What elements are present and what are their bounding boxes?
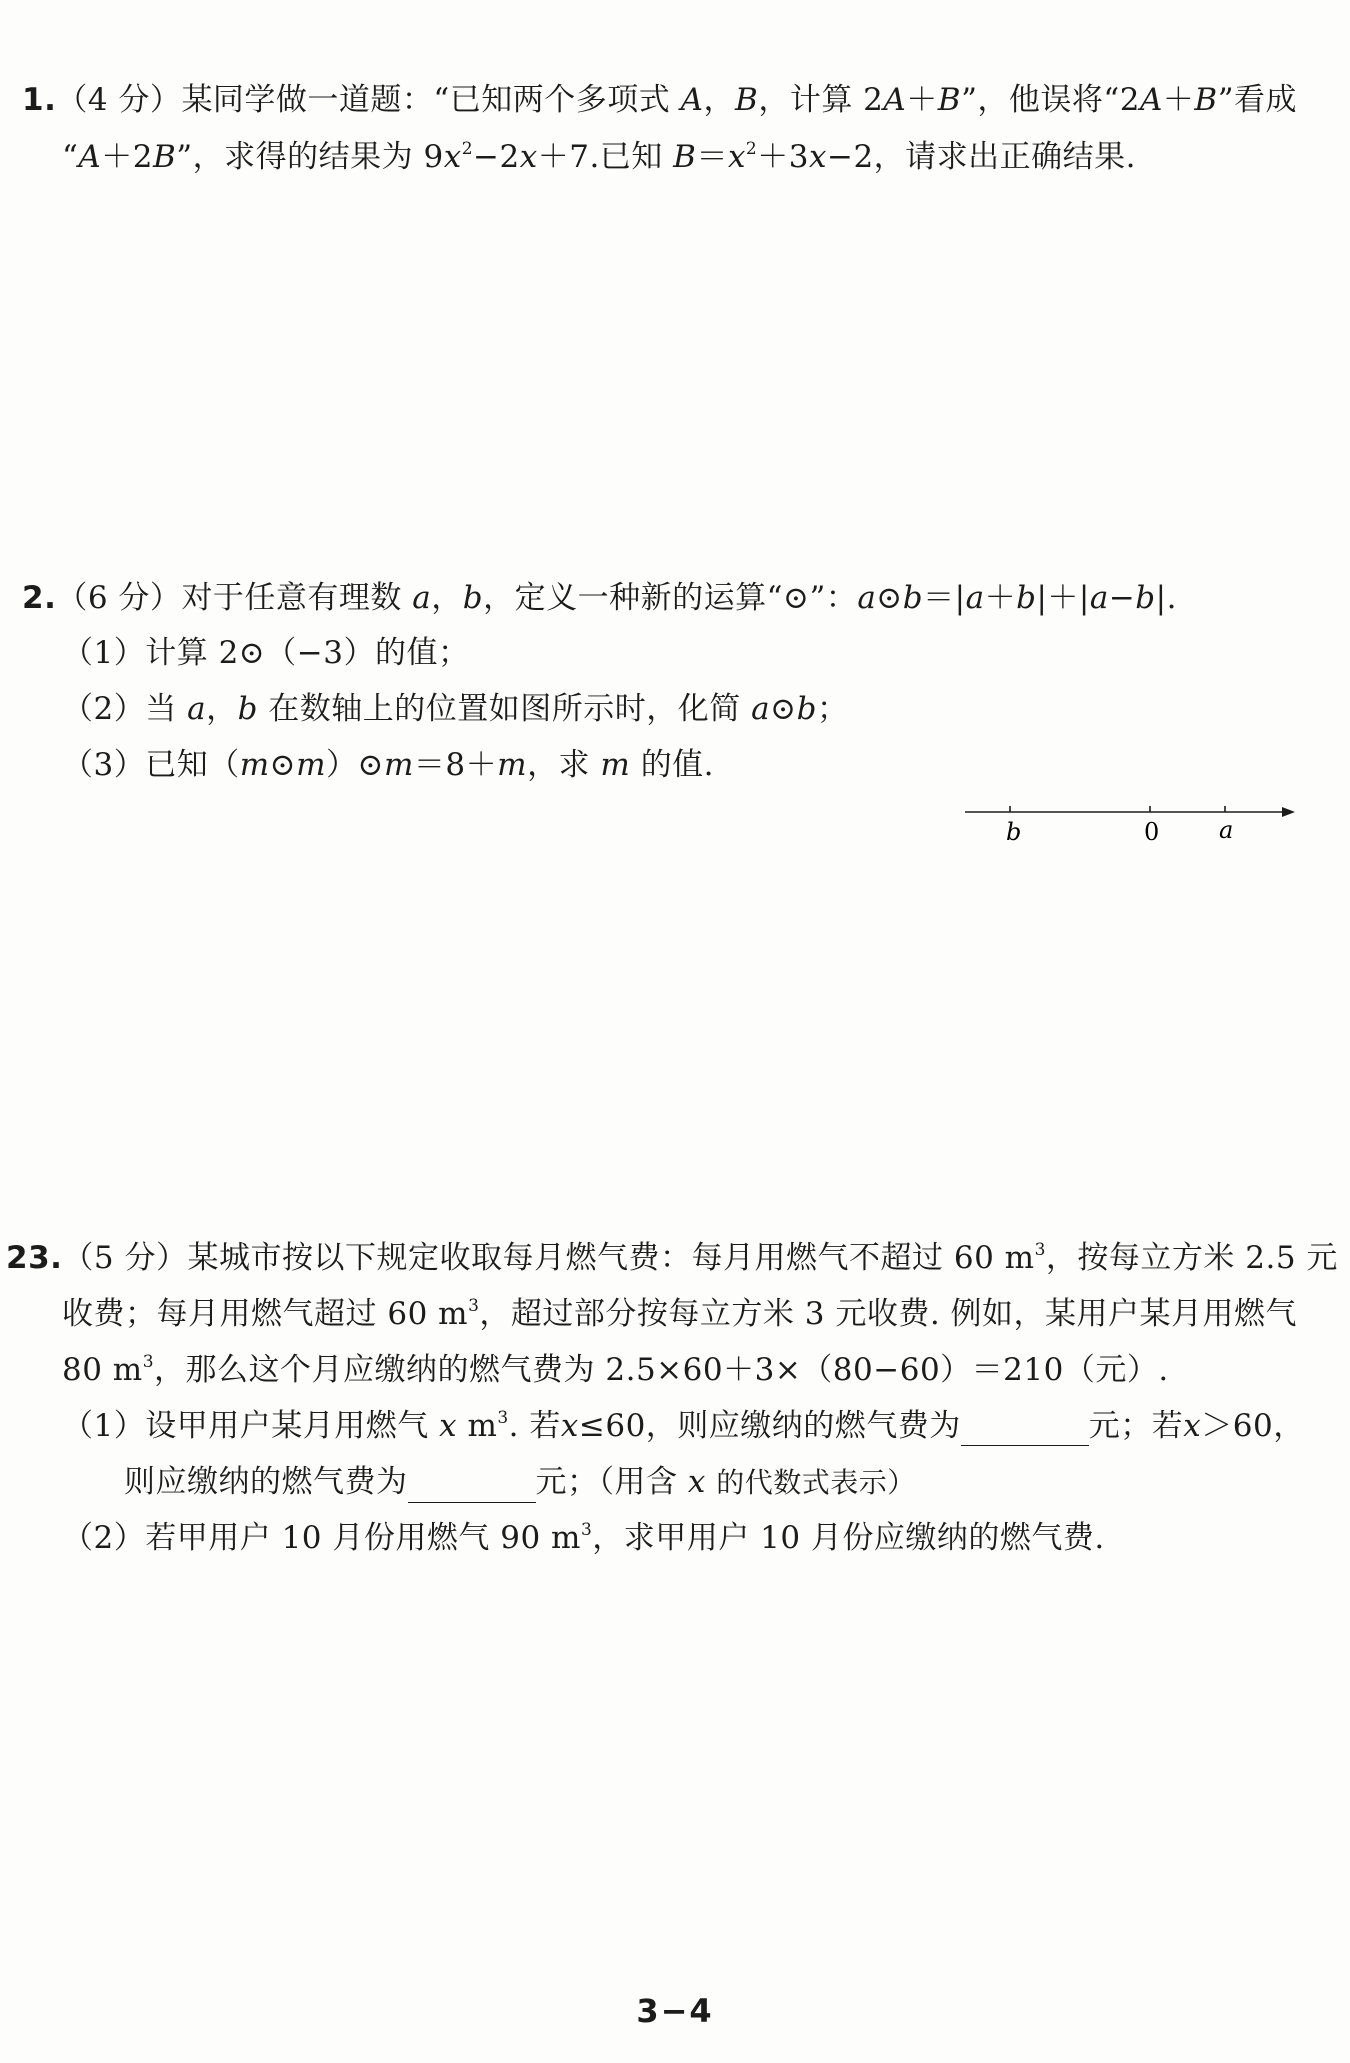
q3-text-6: ，那么这个月应缴纳的燃气费为 2.5×60＋3×（80−60）＝210（元）.: [154, 1352, 1169, 1388]
q1-text-5: “: [62, 139, 79, 175]
q1-line-1: 1.（4 分）某同学做一道题：“已知两个多项式 A，B，计算 2A＋B”，他误将“2A＋B”看成: [22, 82, 1298, 118]
q1-number: 1.: [22, 82, 57, 118]
q3-sub2-text-2: ，求甲用户 10 月份应缴纳的燃气费.: [592, 1520, 1105, 1556]
q1-score: （4 分）: [56, 82, 182, 118]
q3-sub1-text-4: ≤60，则应缴纳的燃气费为: [578, 1408, 961, 1444]
q3-text-3: 收费；每月用燃气超过 60 m: [62, 1296, 469, 1332]
number-line: [960, 790, 1300, 850]
q3-line-2: 收费；每月用燃气超过 60 $m^3$，超过部分按每立方米 3 元收费. 例如，某用户某月用燃气: [62, 1295, 1298, 1332]
q2-sub3-text-3: 的值.: [640, 747, 715, 783]
q3-sub-2: （2）若甲用户 10 月份用燃气 90 $m^3$，求甲用户 10 月份应缴纳的燃气费.: [62, 1519, 1105, 1556]
q3-sub1-text-1: （1）设甲用户某月用燃气: [62, 1408, 429, 1444]
q2-text-2: ，定义一种新的运算“⊙”：: [483, 580, 858, 616]
q2-sub2-text-1: （2）当: [62, 691, 177, 727]
q2-score: （6 分）: [56, 580, 182, 616]
q1-text-8: ，请求出正确结果.: [873, 139, 1137, 175]
q1-text-7: .已知: [589, 139, 663, 175]
q3-sub1-text-3: . 若: [508, 1408, 561, 1444]
number-line-arrow: [1282, 807, 1295, 817]
q2-sub-2: （2）当 a，b 在数轴上的位置如图所示时，化简 a⊙b；: [62, 691, 849, 727]
q3-line-1: 23.（5 分）某城市按以下规定收取每月燃气费：每月用燃气不超过 60 $m^3$，按每立方米 2.5 元: [6, 1239, 1338, 1276]
answer-blank-1[interactable]: [961, 1415, 1089, 1446]
q3-sub-1: （1）设甲用户某月用燃气 x $m^3$. 若x≤60，则应缴纳的燃气费为 元；若x＞60，: [62, 1407, 1305, 1444]
q2-sub3-text-2: ，求: [527, 747, 591, 783]
q3-sub1-text-8: 元；（用含: [535, 1464, 678, 1500]
q3-text-1: 某城市按以下规定收取每月燃气费：每月用燃气不超过 60 m: [187, 1240, 1035, 1276]
page-number: 3−4: [636, 1992, 714, 2030]
q3-text-2: ，按每立方米 2.5 元: [1045, 1240, 1338, 1276]
q1-text-1: 某同学做一道题：“已知两个多项式: [181, 82, 671, 118]
q2-sub3-text-1: （3）已知: [62, 747, 209, 783]
q3-sub1-text-2: m: [467, 1408, 498, 1444]
q3-text-4: ，超过部分按每立方米 3 元收费. 例如，某用户某月用燃气: [479, 1296, 1298, 1332]
q3-score: （5 分）: [62, 1240, 188, 1276]
q2-sub2-text-2: 在数轴上的位置如图所示时，化简: [268, 691, 741, 727]
q3-text-5: 80 m: [62, 1352, 143, 1388]
q1-text-6: ”，求得的结果为: [176, 139, 414, 175]
q3-sub2-text-1: （2）若甲用户 10 月份用燃气 90 m: [62, 1520, 581, 1556]
q1-text-3: ”，他误将“: [961, 82, 1120, 118]
q3-sub1-text-9: 的代数式表示）: [716, 1466, 916, 1499]
q1-text-4: ”看成: [1217, 82, 1298, 118]
q3-sub1-text-6: ＞60，: [1201, 1408, 1305, 1444]
label-a: a: [1219, 816, 1234, 844]
q1-text-2: ，计算: [758, 82, 853, 118]
q2-sub-1: （1）计算 2⊙（−3）的值；: [62, 635, 470, 671]
q3-number: 23.: [6, 1240, 63, 1276]
q1-line-2: “A＋2B”，求得的结果为 $9x^2-2x+7$.已知 $B=x^2+3x-2$，请求出正确结果.: [62, 138, 1137, 175]
q3-line-3: 80 $m^3$，那么这个月应缴纳的燃气费为 2.5×60＋3×（80−60）＝210（元）.: [62, 1351, 1169, 1388]
answer-blank-2[interactable]: [408, 1472, 536, 1503]
q2-text-1: 对于任意有理数: [181, 580, 402, 616]
label-zero: 0: [1144, 818, 1160, 846]
q3-sub1-text-5: 元；若: [1088, 1408, 1184, 1444]
q3-sub-1-cont: 则应缴纳的燃气费为 元；（用含 x 的代数式表示）: [124, 1462, 916, 1503]
q2-stem: 2.（6 分）对于任意有理数 a，b，定义一种新的运算“⊙”：a⊙b＝|a＋b|＋|a−b|.: [22, 580, 1177, 616]
q2-sub-3: （3）已知（m⊙m）⊙m＝8＋m，求 m 的值.: [62, 747, 715, 783]
label-b: b: [1006, 818, 1022, 846]
q3-sub1-text-7: 则应缴纳的燃气费为: [124, 1464, 408, 1500]
q2-number: 2.: [22, 580, 57, 616]
